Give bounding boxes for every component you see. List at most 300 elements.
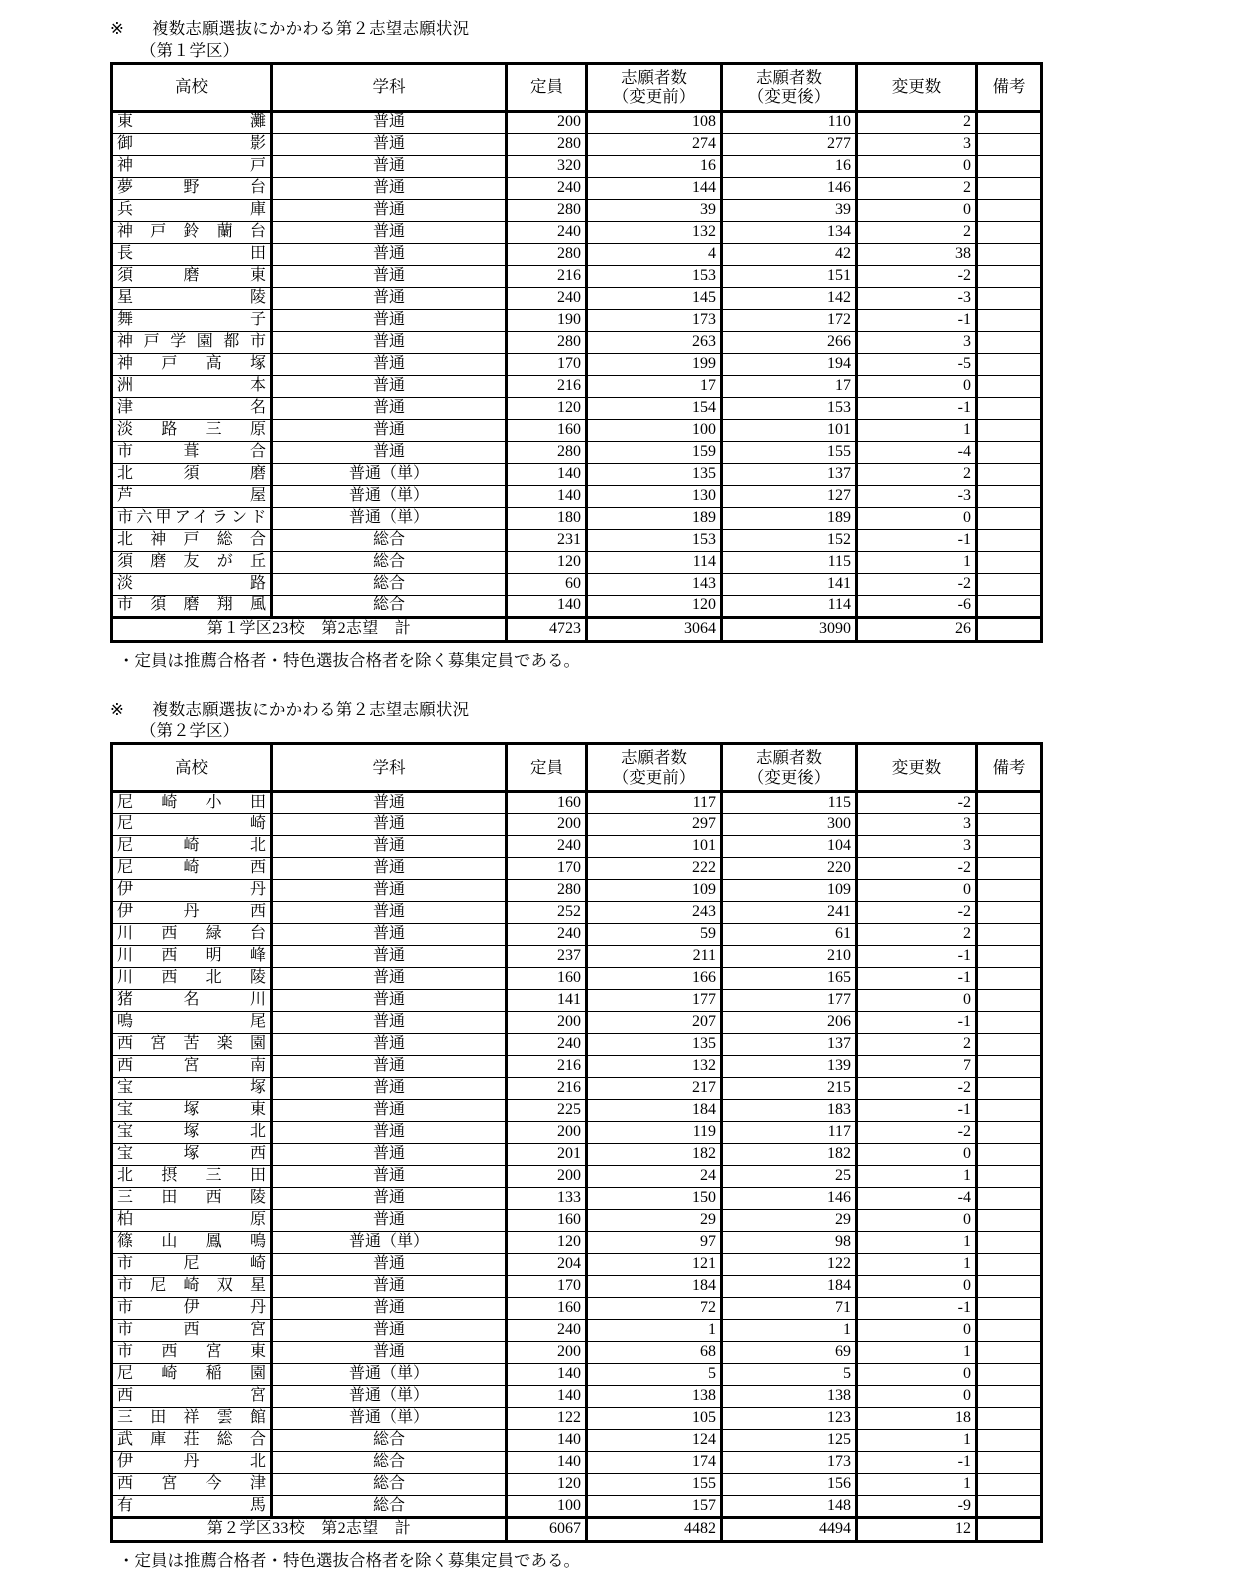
cell-applicants-after: 206 xyxy=(722,1012,857,1034)
table-row xyxy=(112,1034,1042,1056)
cell-note xyxy=(977,1496,1042,1518)
cell-change: -6 xyxy=(857,595,977,617)
cell-note xyxy=(977,1144,1042,1166)
cell-applicants-after: 1 xyxy=(722,1320,857,1342)
table-row xyxy=(112,463,1042,485)
col-header-quota: 定員 xyxy=(507,63,587,111)
cell-note xyxy=(977,946,1042,968)
cell-school: 三田祥雲館 xyxy=(112,1408,272,1430)
cell-school: 市須磨翔風 xyxy=(112,595,272,617)
cell-quota: 216 xyxy=(507,375,587,397)
cell-department: 普通 xyxy=(272,1254,507,1276)
cell-department: 普通 xyxy=(272,397,507,419)
cell-applicants-before: 153 xyxy=(587,529,722,551)
table-row xyxy=(112,243,1042,265)
cell-total-label: 第２学区33校 第2志望 計 xyxy=(112,1518,507,1542)
cell-school: 尼崎北 xyxy=(112,836,272,858)
cell-applicants-after: 114 xyxy=(722,595,857,617)
cell-department: 総合 xyxy=(272,595,507,617)
reference-mark-icon: ※ xyxy=(110,699,125,719)
cell-change: 1 xyxy=(857,551,977,573)
cell-change: -1 xyxy=(857,1298,977,1320)
cell-quota: 160 xyxy=(507,968,587,990)
cell-note xyxy=(977,1078,1042,1100)
cell-applicants-before: 184 xyxy=(587,1100,722,1122)
cell-change: 2 xyxy=(857,924,977,946)
cell-applicants-after: 138 xyxy=(722,1386,857,1408)
cell-department: 普通 xyxy=(272,1078,507,1100)
cell-change: 0 xyxy=(857,375,977,397)
cell-total-applicants-before: 3064 xyxy=(587,617,722,641)
cell-applicants-before: 174 xyxy=(587,1452,722,1474)
cell-department: 普通 xyxy=(272,265,507,287)
cell-applicants-before: 1 xyxy=(587,1320,722,1342)
section-district-2 xyxy=(0,699,1233,1572)
cell-quota: 200 xyxy=(507,814,587,836)
cell-applicants-before: 222 xyxy=(587,858,722,880)
cell-department: 普通（単） xyxy=(272,485,507,507)
table-row xyxy=(112,836,1042,858)
cell-school: 川西明峰 xyxy=(112,946,272,968)
cell-note xyxy=(977,265,1042,287)
district-2-table xyxy=(110,742,1043,1543)
cell-applicants-before: 132 xyxy=(587,221,722,243)
cell-note xyxy=(977,1430,1042,1452)
cell-school: 神戸学園都市 xyxy=(112,331,272,353)
cell-applicants-before: 199 xyxy=(587,353,722,375)
cell-department: 普通 xyxy=(272,1122,507,1144)
cell-change: -2 xyxy=(857,792,977,814)
cell-school: 鳴尾 xyxy=(112,1012,272,1034)
cell-applicants-after: 109 xyxy=(722,880,857,902)
district-2-table-body xyxy=(112,792,1042,1542)
cell-change: 18 xyxy=(857,1408,977,1430)
cell-change: -2 xyxy=(857,573,977,595)
cell-applicants-before: 101 xyxy=(587,836,722,858)
cell-note xyxy=(977,573,1042,595)
cell-applicants-after: 122 xyxy=(722,1254,857,1276)
cell-note xyxy=(977,441,1042,463)
cell-quota: 280 xyxy=(507,199,587,221)
cell-school: 宝塚東 xyxy=(112,1100,272,1122)
cell-applicants-after: 127 xyxy=(722,485,857,507)
cell-quota: 160 xyxy=(507,1210,587,1232)
table-row xyxy=(112,902,1042,924)
cell-change: 1 xyxy=(857,1232,977,1254)
cell-note xyxy=(977,836,1042,858)
table-row xyxy=(112,1364,1042,1386)
cell-note xyxy=(977,1474,1042,1496)
cell-quota: 237 xyxy=(507,946,587,968)
table-row xyxy=(112,1474,1042,1496)
cell-applicants-before: 121 xyxy=(587,1254,722,1276)
cell-applicants-after: 146 xyxy=(722,1188,857,1210)
cell-quota: 140 xyxy=(507,463,587,485)
table-row xyxy=(112,924,1042,946)
table-row xyxy=(112,1276,1042,1298)
cell-note xyxy=(977,814,1042,836)
cell-department: 普通 xyxy=(272,924,507,946)
cell-applicants-after: 115 xyxy=(722,551,857,573)
cell-change: 0 xyxy=(857,990,977,1012)
cell-applicants-before: 24 xyxy=(587,1166,722,1188)
section-2-title: 複数志願選抜にかかわる第２志望志願状況 xyxy=(152,699,470,719)
cell-department: 普通 xyxy=(272,946,507,968)
cell-note xyxy=(977,924,1042,946)
cell-applicants-before: 166 xyxy=(587,968,722,990)
cell-total-change: 26 xyxy=(857,617,977,641)
cell-applicants-after: 69 xyxy=(722,1342,857,1364)
col-header-applicants-after-l2: （変更後） xyxy=(747,87,831,107)
cell-applicants-before: 97 xyxy=(587,1232,722,1254)
cell-applicants-before: 105 xyxy=(587,1408,722,1430)
cell-applicants-before: 117 xyxy=(587,792,722,814)
cell-quota: 200 xyxy=(507,111,587,133)
cell-applicants-before: 217 xyxy=(587,1078,722,1100)
cell-school: 有馬 xyxy=(112,1496,272,1518)
table-row xyxy=(112,529,1042,551)
cell-department: 普通 xyxy=(272,375,507,397)
cell-applicants-before: 135 xyxy=(587,463,722,485)
cell-note xyxy=(977,353,1042,375)
table-row xyxy=(112,1122,1042,1144)
cell-note xyxy=(977,133,1042,155)
col-header-applicants-before xyxy=(587,744,722,792)
cell-applicants-before: 150 xyxy=(587,1188,722,1210)
cell-quota: 140 xyxy=(507,1364,587,1386)
table-row xyxy=(112,309,1042,331)
table-header-row xyxy=(112,744,1042,792)
cell-note xyxy=(977,1034,1042,1056)
table-row xyxy=(112,375,1042,397)
cell-department: 普通 xyxy=(272,221,507,243)
cell-applicants-before: 114 xyxy=(587,551,722,573)
cell-applicants-after: 153 xyxy=(722,397,857,419)
cell-applicants-after: 5 xyxy=(722,1364,857,1386)
table-row xyxy=(112,331,1042,353)
cell-applicants-after: 189 xyxy=(722,507,857,529)
cell-quota: 120 xyxy=(507,1474,587,1496)
table-row xyxy=(112,397,1042,419)
cell-department: 普通 xyxy=(272,1166,507,1188)
cell-applicants-before: 109 xyxy=(587,880,722,902)
cell-change: 0 xyxy=(857,1364,977,1386)
cell-applicants-after: 139 xyxy=(722,1056,857,1078)
cell-applicants-after: 155 xyxy=(722,441,857,463)
cell-quota: 231 xyxy=(507,529,587,551)
cell-quota: 280 xyxy=(507,133,587,155)
cell-department: 普通 xyxy=(272,1034,507,1056)
cell-applicants-after: 104 xyxy=(722,836,857,858)
cell-department: 総合 xyxy=(272,1452,507,1474)
cell-applicants-before: 143 xyxy=(587,573,722,595)
cell-applicants-before: 135 xyxy=(587,1034,722,1056)
col-header-change: 変更数 xyxy=(857,744,977,792)
cell-applicants-before: 144 xyxy=(587,177,722,199)
cell-note xyxy=(977,1012,1042,1034)
cell-change: -2 xyxy=(857,858,977,880)
cell-change: 0 xyxy=(857,507,977,529)
cell-school: 御影 xyxy=(112,133,272,155)
district-1-table xyxy=(110,62,1043,643)
cell-school: 西宮南 xyxy=(112,1056,272,1078)
cell-applicants-before: 130 xyxy=(587,485,722,507)
cell-quota: 280 xyxy=(507,880,587,902)
cell-change: 1 xyxy=(857,1166,977,1188)
cell-note xyxy=(977,1122,1042,1144)
cell-quota: 100 xyxy=(507,1496,587,1518)
table-row xyxy=(112,1078,1042,1100)
cell-quota: 240 xyxy=(507,1320,587,1342)
table-row xyxy=(112,1298,1042,1320)
cell-department: 総合 xyxy=(272,551,507,573)
table-total-row xyxy=(112,617,1042,641)
col-header-dept: 学科 xyxy=(272,744,507,792)
cell-department: 総合 xyxy=(272,1496,507,1518)
table-row xyxy=(112,1144,1042,1166)
cell-quota: 133 xyxy=(507,1188,587,1210)
section-2-title-line xyxy=(110,699,1233,721)
cell-quota: 280 xyxy=(507,331,587,353)
cell-change: 1 xyxy=(857,1254,977,1276)
cell-change: -1 xyxy=(857,529,977,551)
cell-department: 普通 xyxy=(272,792,507,814)
cell-total-quota: 6067 xyxy=(507,1518,587,1542)
cell-change: -3 xyxy=(857,287,977,309)
cell-change: 0 xyxy=(857,1210,977,1232)
cell-applicants-after: 142 xyxy=(722,287,857,309)
table-row xyxy=(112,287,1042,309)
cell-applicants-before: 211 xyxy=(587,946,722,968)
cell-change: 0 xyxy=(857,199,977,221)
cell-department: 総合 xyxy=(272,1474,507,1496)
cell-school: 市西宮東 xyxy=(112,1342,272,1364)
cell-total-applicants-after: 3090 xyxy=(722,617,857,641)
col-header-quota: 定員 xyxy=(507,744,587,792)
cell-quota: 320 xyxy=(507,155,587,177)
cell-school: 伊丹西 xyxy=(112,902,272,924)
cell-quota: 160 xyxy=(507,792,587,814)
cell-note xyxy=(977,309,1042,331)
cell-change: 0 xyxy=(857,1276,977,1298)
cell-school: 猪名川 xyxy=(112,990,272,1012)
cell-school: 宝塚西 xyxy=(112,1144,272,1166)
cell-department: 普通（単） xyxy=(272,1232,507,1254)
cell-quota: 216 xyxy=(507,1078,587,1100)
table-row xyxy=(112,814,1042,836)
cell-department: 総合 xyxy=(272,529,507,551)
cell-note xyxy=(977,485,1042,507)
cell-applicants-before: 207 xyxy=(587,1012,722,1034)
cell-quota: 140 xyxy=(507,1452,587,1474)
col-header-applicants-before-l2: （変更前） xyxy=(612,87,696,107)
cell-quota: 240 xyxy=(507,221,587,243)
cell-change: 0 xyxy=(857,1320,977,1342)
cell-quota: 252 xyxy=(507,902,587,924)
cell-change: 0 xyxy=(857,1144,977,1166)
cell-note xyxy=(977,858,1042,880)
table-row xyxy=(112,1342,1042,1364)
cell-change: 3 xyxy=(857,836,977,858)
cell-quota: 140 xyxy=(507,1430,587,1452)
cell-change: -1 xyxy=(857,1100,977,1122)
cell-applicants-after: 177 xyxy=(722,990,857,1012)
cell-change: 2 xyxy=(857,111,977,133)
cell-applicants-before: 189 xyxy=(587,507,722,529)
table-row xyxy=(112,1166,1042,1188)
cell-change: -1 xyxy=(857,1452,977,1474)
cell-change: -1 xyxy=(857,946,977,968)
cell-department: 普通 xyxy=(272,836,507,858)
cell-quota: 240 xyxy=(507,287,587,309)
section-2-subtitle: （第２学区） xyxy=(140,721,239,741)
cell-applicants-before: 155 xyxy=(587,1474,722,1496)
cell-note xyxy=(977,1452,1042,1474)
cell-note xyxy=(977,1210,1042,1232)
cell-note xyxy=(977,551,1042,573)
cell-school: 西宮苦楽園 xyxy=(112,1034,272,1056)
cell-change: 2 xyxy=(857,1034,977,1056)
cell-change: 2 xyxy=(857,221,977,243)
cell-school: 舞子 xyxy=(112,309,272,331)
cell-department: 普通 xyxy=(272,331,507,353)
cell-change: 0 xyxy=(857,155,977,177)
table-row xyxy=(112,880,1042,902)
cell-note xyxy=(977,1342,1042,1364)
cell-department: 普通 xyxy=(272,243,507,265)
cell-note xyxy=(977,111,1042,133)
cell-quota: 240 xyxy=(507,924,587,946)
cell-department: 普通 xyxy=(272,1012,507,1034)
table-header-row xyxy=(112,63,1042,111)
table-row xyxy=(112,111,1042,133)
section-1-title: 複数志願選抜にかかわる第２志望志願状況 xyxy=(152,19,470,38)
cell-department: 普通 xyxy=(272,902,507,924)
table-row xyxy=(112,1188,1042,1210)
cell-note xyxy=(977,199,1042,221)
cell-school: 市尼崎双星 xyxy=(112,1276,272,1298)
cell-quota: 240 xyxy=(507,1034,587,1056)
cell-applicants-before: 297 xyxy=(587,814,722,836)
cell-department: 普通 xyxy=(272,880,507,902)
cell-department: 普通（単） xyxy=(272,1364,507,1386)
cell-quota: 204 xyxy=(507,1254,587,1276)
cell-school: 神戸 xyxy=(112,155,272,177)
table-row xyxy=(112,1056,1042,1078)
cell-note xyxy=(977,463,1042,485)
cell-school: 星陵 xyxy=(112,287,272,309)
cell-change: -2 xyxy=(857,265,977,287)
cell-note xyxy=(977,1386,1042,1408)
cell-applicants-after: 165 xyxy=(722,968,857,990)
cell-department: 普通 xyxy=(272,1100,507,1122)
cell-quota: 170 xyxy=(507,353,587,375)
cell-applicants-after: 123 xyxy=(722,1408,857,1430)
cell-department: 総合 xyxy=(272,573,507,595)
cell-school: 尼崎小田 xyxy=(112,792,272,814)
cell-change: -5 xyxy=(857,353,977,375)
section-2-footnote: ・定員は推薦合格者・特色選抜合格者を除く募集定員である。 xyxy=(118,1551,580,1571)
cell-school: 夢野台 xyxy=(112,177,272,199)
table-row xyxy=(112,858,1042,880)
col-header-applicants-before xyxy=(587,63,722,111)
cell-applicants-before: 72 xyxy=(587,1298,722,1320)
cell-school: 兵庫 xyxy=(112,199,272,221)
cell-note xyxy=(977,1188,1042,1210)
cell-department: 普通 xyxy=(272,858,507,880)
section-1-subtitle: （第１学区） xyxy=(140,40,239,60)
cell-applicants-before: 39 xyxy=(587,199,722,221)
cell-school: 伊丹 xyxy=(112,880,272,902)
table-row xyxy=(112,485,1042,507)
col-header-school: 高校 xyxy=(112,744,272,792)
cell-note xyxy=(977,1320,1042,1342)
cell-department: 普通 xyxy=(272,1210,507,1232)
cell-school: 尼崎西 xyxy=(112,858,272,880)
cell-school: 北神戸総合 xyxy=(112,529,272,551)
cell-applicants-before: 184 xyxy=(587,1276,722,1298)
cell-applicants-before: 159 xyxy=(587,441,722,463)
table-row xyxy=(112,946,1042,968)
cell-note xyxy=(977,529,1042,551)
cell-school: 北須磨 xyxy=(112,463,272,485)
cell-quota: 240 xyxy=(507,836,587,858)
cell-note xyxy=(977,507,1042,529)
cell-applicants-after: 194 xyxy=(722,353,857,375)
cell-department: 普通 xyxy=(272,1298,507,1320)
cell-quota: 120 xyxy=(507,551,587,573)
cell-quota: 280 xyxy=(507,441,587,463)
table-row xyxy=(112,419,1042,441)
cell-note xyxy=(977,902,1042,924)
cell-department: 普通 xyxy=(272,968,507,990)
table-row xyxy=(112,221,1042,243)
cell-school: 洲本 xyxy=(112,375,272,397)
col-header-note: 備考 xyxy=(977,744,1042,792)
cell-school: 淡路 xyxy=(112,573,272,595)
cell-applicants-after: 141 xyxy=(722,573,857,595)
cell-quota: 240 xyxy=(507,177,587,199)
cell-department: 普通 xyxy=(272,814,507,836)
cell-note xyxy=(977,397,1042,419)
table-row xyxy=(112,1254,1042,1276)
table-row xyxy=(112,1408,1042,1430)
cell-total-quota: 4723 xyxy=(507,617,587,641)
cell-department: 普通（単） xyxy=(272,1408,507,1430)
table-row xyxy=(112,551,1042,573)
table-row xyxy=(112,1320,1042,1342)
cell-quota: 170 xyxy=(507,1276,587,1298)
col-header-applicants-after-l1: 志願者数 xyxy=(756,748,822,768)
table-row xyxy=(112,199,1042,221)
table-row xyxy=(112,265,1042,287)
cell-school: 淡路三原 xyxy=(112,419,272,441)
cell-applicants-before: 120 xyxy=(587,595,722,617)
cell-department: 普通 xyxy=(272,441,507,463)
cell-total-label: 第１学区23校 第2志望 計 xyxy=(112,617,507,641)
cell-change: 3 xyxy=(857,133,977,155)
cell-note xyxy=(977,1166,1042,1188)
cell-applicants-after: 61 xyxy=(722,924,857,946)
cell-applicants-after: 29 xyxy=(722,1210,857,1232)
cell-change: 0 xyxy=(857,880,977,902)
cell-applicants-before: 154 xyxy=(587,397,722,419)
cell-applicants-after: 182 xyxy=(722,1144,857,1166)
cell-note xyxy=(977,1056,1042,1078)
cell-school: 津名 xyxy=(112,397,272,419)
cell-change: -4 xyxy=(857,1188,977,1210)
cell-applicants-after: 98 xyxy=(722,1232,857,1254)
